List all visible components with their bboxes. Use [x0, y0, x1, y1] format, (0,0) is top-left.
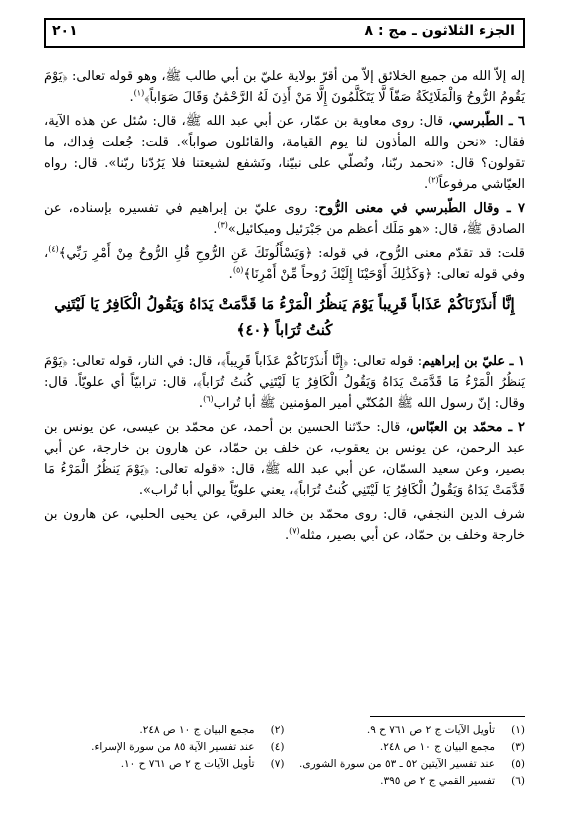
footnote-ref: (١) [133, 88, 145, 98]
paragraph-text-b: ، وفي قوله تعالى: ﴿وَكَذَٰلِكَ أَوْحَيْنَا إِلَيْكَ رُوحاً مِّنْ أَمْرِنَا﴾ [44, 246, 525, 282]
paragraph-4: قلت: قد تقدّم معنى الرُّوح، في قوله: ﴿وَيَسْأَلُونَكَ عَنِ الرُّوحِ قُلِ الرُّوحُ مِنْ أَمْرِ رَبِّي﴾$^{(٤)}$، وفي قوله تعالى: ﴿وَكَذَٰلِكَ أَوْحَيْنَا إِلَيْكَ رُوحاً مِّنْ أَمْرِنَا﴾$^{(٥)}$. [44, 244, 525, 282]
footnotes-right-column [285, 722, 526, 790]
paragraph-text: شرف الدين النجفي، قال: روى محمّد بن خالد البرقي، عن يحيى الحلبي، عن هارون بن خارجة وخلف بن حمّاد، عن أبي بصير، مثله [44, 507, 525, 543]
footnote-item [285, 756, 526, 773]
footnote-item [285, 773, 526, 790]
footnote-number: (٥) [511, 758, 525, 770]
footnote-ref: (٢) [428, 175, 439, 185]
paragraph-3: ٧ ـ وقال الطّبرسي في معنى الرُّوح: روى عليّ بن إبراهيم في تفسيره بإسناده، عن الصادق ﷺ، قال: «هو مَلَك أعظم من جَبْرَئيل وميكائيل»$^{(٣)}$. [44, 201, 525, 237]
paragraph-text: : روى عليّ بن إبراهيم في تفسيره بإسناده، عن الصادق ﷺ، قال: «هو مَلَك أعظم من جَبْرَئيل وميكائيل» [44, 201, 525, 237]
footnote-item [285, 739, 526, 756]
footnote-separator [370, 716, 525, 717]
footnote-ref: (٥) [232, 265, 244, 275]
footnote-text: مجمع البيان ج ١٠ ص ٢٤٨. [139, 724, 255, 736]
footnotes-left-column [44, 722, 285, 790]
page-header [44, 18, 525, 48]
paragraph-text: ، قال: حدّثنا الحسين بن أحمد، عن محمّد بن عيسى، عن يونس بن عبد الرحمن، عن يونس بن يعقوب، عن خلف بن حمّاد، عن هارون بن خارجة، عن أبي بصير، وعن سعيد السمّان، عن أبي عبد الله ﷺ، قال: «قوله تعالى: ﴿يَوْمَ يَنظُرُ الْمَرْءُ مَا قَدَّمَتْ يَدَاهُ وَيَقُولُ الْكَافِرُ يَا لَيْتَنِي كُنتُ تُرَاباً﴾، يعني علويّاً يوالي أبا تُراب». [44, 420, 525, 498]
paragraph-5: ١ ـ عليّ بن إبراهيم: قوله تعالى: ﴿إِنَّا أَنذَرْنَاكُمْ عَذَاباً قَرِيباً﴾، قال: في النار، قوله تعالى: ﴿يَوْمَ يَنظُرُ الْمَرْءُ مَا قَدَّمَتْ يَدَاهُ وَيَقُولُ الْكَافِرُ يَا لَيْتَنِي كُنتُ تُرَاباً﴾، قال: ترابيّاً أي علويّاً. قال: وقال: إنّ رسول الله ﷺ المُكنّي أمير المؤمنين ﷺ أبا تُراب$^{(٦)}$. [44, 354, 526, 411]
footnote-ref: (٧) [289, 526, 300, 536]
quran-verse: إِنَّا أَنذَرْنَاكُمْ عَذَاباً قَرِيباً يَوْمَ يَنظُرُ الْمَرْءُ مَا قَدَّمَتْ يَدَاهُ وَيَقُولُ الْكَافِرُ يَا لَيْتَنِي كُنتُ تُرَاباً ﴿٤٠﴾ [54, 295, 515, 339]
header-title: الجزء الثلاثون ـ مج : ٨ [364, 23, 515, 39]
footnotes [44, 722, 525, 790]
footnote-text: عند تفسير الآيتين ٥٢ ـ ٥٣ من سورة الشورى. [299, 758, 495, 770]
footnote-number: (١) [511, 724, 525, 736]
footnote-number: (٤) [270, 741, 285, 753]
paragraph-7: شرف الدين النجفي، قال: روى محمّد بن خالد البرقي، عن يحيى الحلبي، عن هارون بن خارجة وخلف بن حمّاد، عن أبي بصير، مثله$^{(٧)}$. [44, 507, 525, 543]
footnote-text: تأويل الآيات ج ٢ ص ٧٦١ ح ١٠. [120, 758, 255, 770]
footnote-text: تفسير القمي ج ٢ ص ٣٩٥. [380, 775, 495, 787]
footnote-ref: (٣) [217, 220, 228, 230]
page-body [44, 66, 525, 549]
paragraph-1: إله إلاّ الله من جميع الخلائق إلاّ من أقرّ بولاية عليّ بن أبي طالب ﷺ، وهو قوله تعالى: ﴿يَوْمَ يَقُومُ الرُّوحُ وَالْمَلَائِكَةُ صَفّاً لَّا يَتَكَلَّمُونَ إِلَّا مَنْ أَذِنَ لَهُ الرَّحْمَٰنُ وَقَالَ صَوَاباً﴾$^{(١)}$. [44, 69, 525, 105]
footnote-text: مجمع البيان ج ١٠ ص ٢٤٨. [379, 741, 495, 753]
footnote-number: (٣) [511, 741, 525, 753]
footnote-item [285, 722, 526, 739]
footnote-item [44, 722, 285, 739]
paragraph-6 [44, 417, 525, 501]
section-heading: ٦ ـ الطّبرسي [452, 114, 525, 129]
paragraph-text: ، قال: روى معاوية بن عمّار، عن أبي عبد الله ﷺ، قال: سُئل عن هذه الآية، فقال: «نحن والله المأذون لنا يوم القيامة، والقائلون صواباً». قلت: جُعلت فِداك، ما تقولون؟ قال: «نحمد ربّنا، ونُصلّي على نبيّنا، ونَشفع لشيعتنا فلا يَرُدّنا ربّنا». قال: رواه العيّاشي مرفوعاً [44, 114, 525, 192]
footnote-item [44, 756, 285, 773]
footnote-ref: (٦) [203, 394, 214, 404]
footnote-number: (٧) [270, 758, 285, 770]
footnote-text: عند تفسير الآية ٨٥ من سورة الإسراء. [91, 741, 255, 753]
footnote-number: (٦) [511, 775, 525, 787]
footnote-ref: (٤) [48, 244, 59, 254]
footnote-item [44, 739, 285, 756]
section-heading: ١ ـ عليّ بن إبراهيم [422, 354, 525, 369]
paragraph-text: إله إلاّ الله من جميع الخلائق إلاّ من أقرّ بولاية عليّ بن أبي طالب ﷺ، وهو قوله تعالى: ﴿يَوْمَ يَقُومُ الرُّوحُ وَالْمَلَائِكَةُ صَفّاً لَّا يَتَكَلَّمُونَ إِلَّا مَنْ أَذِنَ لَهُ الرَّحْمَٰنُ وَقَالَ صَوَاباً﴾ [44, 69, 525, 105]
footnote-number: (٢) [270, 724, 285, 736]
section-heading: ٢ ـ محمّد بن العبّاس [410, 420, 526, 435]
page-number: ٢٠١ [52, 23, 78, 39]
footnote-text: تأويل الآيات ج ٢ ص ٧٦١ ح ٩. [366, 724, 495, 736]
paragraph-2: ٦ ـ الطّبرسي، قال: روى معاوية بن عمّار، عن أبي عبد الله ﷺ، قال: سُئل عن هذه الآية، فقال: «نحن والله المأذون لنا يوم القيامة، والقائلون صواباً». قلت: جُعلت فِداك، ما تقولون؟ قال: «نحمد ربّنا، ونُصلّي على نبيّنا، ونَشفع لشيعتنا فلا يَرُدّنا ربّنا». قال: رواه العيّاشي مرفوعاً$^{(٢)}$. [44, 114, 525, 192]
paragraph-text: : قوله تعالى: ﴿إِنَّا أَنذَرْنَاكُمْ عَذَاباً قَرِيباً﴾، قال: في النار، قوله تعالى: ﴿يَوْمَ يَنظُرُ الْمَرْءُ مَا قَدَّمَتْ يَدَاهُ وَيَقُولُ الْكَافِرُ يَا لَيْتَنِي كُنتُ تُرَاباً﴾، قال: ترابيّاً أي علويّاً. قال: وقال: إنّ رسول الله ﷺ المُكنّي أمير المؤمنين ﷺ أبا تُراب [44, 354, 526, 411]
paragraph-text: قلت: قد تقدّم معنى الرُّوح، في قوله: ﴿وَيَسْأَلُونَكَ عَنِ الرُّوحِ قُلِ الرُّوحُ مِنْ أَمْرِ رَبِّي﴾ [58, 246, 525, 261]
section-heading: ٧ ـ وقال الطّبرسي في معنى الرُّوح [318, 201, 525, 216]
